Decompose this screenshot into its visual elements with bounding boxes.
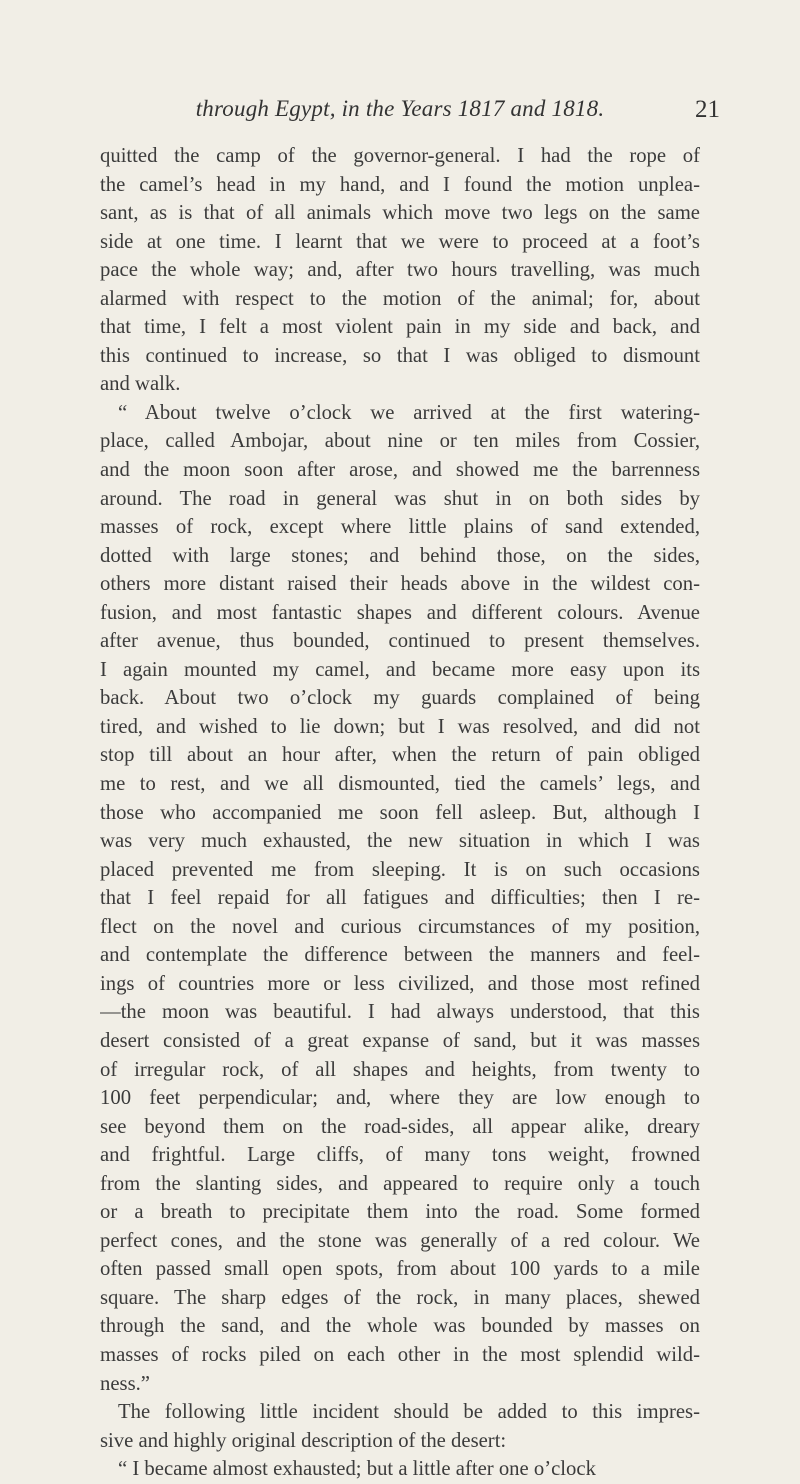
text-line-34: 100 feet perpendicular; and, where they are low enough to [100,1087,700,1110]
text-line-14: masses of rock, except where little plains of sand extended, [100,516,700,539]
text-line-41: square. The sharp edges of the rock, in many places, shewed [100,1286,700,1309]
text-line-26: placed prevented me from sleeping. It is on such occasions [100,858,700,881]
text-line-45: The following little incident should be added to this impres- [118,1401,700,1424]
text-line-18: after avenue, thus bounded, continued to present themselves. [100,630,700,653]
text-line-1: quitted the camp of the governor-general. I had the rope of [100,145,700,167]
text-line-22: stop till about an hour after, when the return of pain obliged [100,744,700,767]
text-line-3: sant, as is that of all animals which move two legs on the same [100,202,700,225]
running-head [80,96,720,128]
text-line-24: those who accompanied me soon fell asleep. But, although I [100,801,700,824]
text-line-37: from the slanting sides, and appeared to require only a touch [100,1172,700,1195]
text-line-15: dotted with large stones; and behind those, on the sides, [100,544,700,567]
text-line-27: that I feel repaid for all fatigues and difficulties; then I re- [100,887,700,910]
text-line-25: was very much exhausted, the new situation in which I was [100,830,700,853]
text-line-11: place, called Ambojar, about nine or ten miles from Cossier, [100,430,700,453]
text-line-7: that time, I felt a most violent pain in my side and back, and [100,316,700,339]
text-line-4: side at one time. I learnt that we were to proceed at a foot’s [100,230,700,253]
text-line-9: and walk. [100,373,181,396]
text-line-29: and contemplate the difference between the manners and feel- [100,944,700,967]
text-line-2: the camel’s head in my hand, and I found the motion unplea- [100,173,700,196]
text-line-8: this continued to increase, so that I was obliged to dismount [100,344,700,367]
text-line-40: often passed small open spots, from about 100 yards to a mile [100,1258,700,1281]
running-title: through Egypt, in the Years 1817 and 1818. [195,96,605,121]
text-line-10: “ About twelve o’clock we arrived at the first watering- [118,401,700,424]
body-text [100,142,700,1484]
text-line-6: alarmed with respect to the motion of the animal; for, about [100,287,700,310]
text-line-47: “ I became almost exhausted; but a little after one o’clock [118,1458,596,1481]
text-line-43: masses of rocks piled on each other in the most splendid wild- [100,1343,700,1366]
text-line-12: and the moon soon after arose, and showed me the barrenness [100,459,700,482]
page-number: 21 [695,96,720,123]
text-line-16: others more distant raised their heads above in the wildest con- [100,573,700,596]
text-line-28: flect on the novel and curious circumstances of my position, [100,915,700,938]
text-line-44: ness.” [100,1372,150,1395]
text-line-35: see beyond them on the road-sides, all appear alike, dreary [100,1115,700,1138]
text-line-38: or a breath to precipitate them into the road. Some formed [100,1201,700,1224]
text-line-46: sive and highly original description of the desert: [100,1429,507,1452]
text-line-32: desert consisted of a great expanse of sand, but it was masses [100,1029,700,1052]
text-line-36: and frightful. Large cliffs, of many tons weight, frowned [100,1144,700,1167]
text-line-33: of irregular rock, of all shapes and heights, from twenty to [100,1058,700,1081]
text-line-30: ings of countries more or less civilized, and those most refined [100,972,700,995]
text-line-21: tired, and wished to lie down; but I was resolved, and did not [100,715,700,738]
text-line-17: fusion, and most fantastic shapes and different colours. Avenue [100,601,700,624]
text-line-31: —the moon was beautiful. I had always understood, that this [100,1001,700,1024]
text-line-42: through the sand, and the whole was bounded by masses on [100,1315,700,1338]
text-line-5: pace the whole way; and, after two hours travelling, was much [100,259,700,282]
text-line-19: I again mounted my camel, and became more easy upon its [100,658,700,681]
text-line-39: perfect cones, and the stone was generally of a red colour. We [100,1229,700,1252]
text-line-23: me to rest, and we all dismounted, tied the camels’ legs, and [100,773,700,796]
text-line-20: back. About two o’clock my guards complained of being [100,687,700,710]
text-line-13: around. The road in general was shut in on both sides by [100,487,700,510]
